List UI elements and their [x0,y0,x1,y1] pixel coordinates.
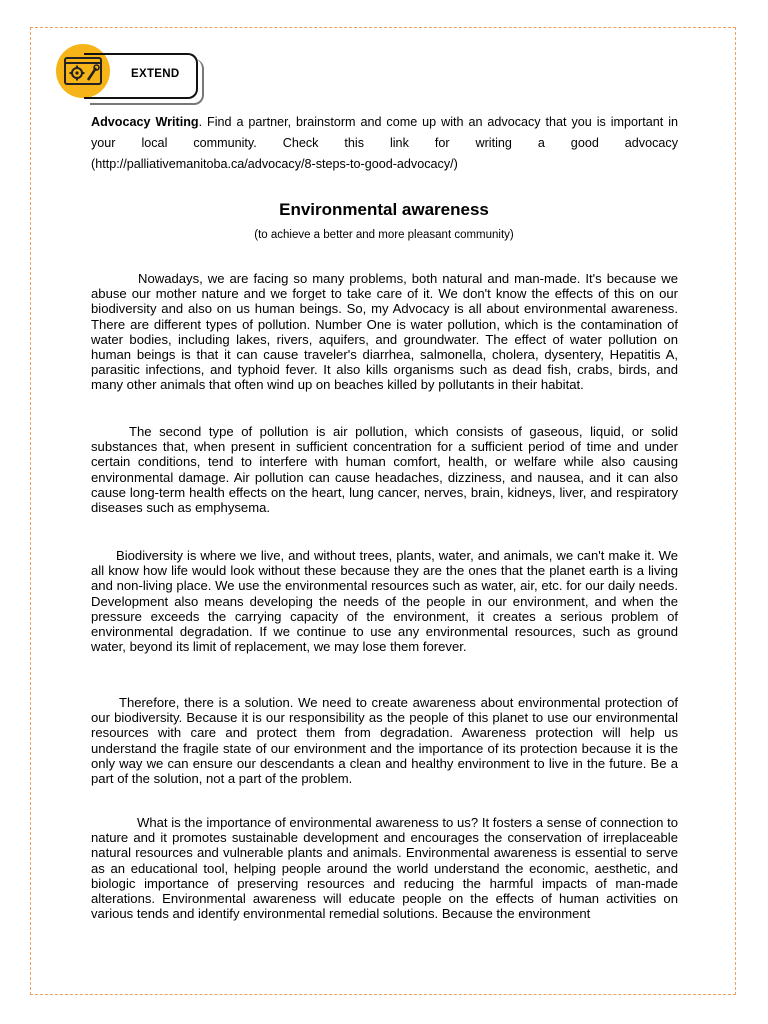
intro-instructions [91,112,678,175]
intro-lead: Advocacy Writing [91,115,199,129]
paragraph-biodiversity: Biodiversity is where we live, and without trees, plants, water, and animals, we can't make it. We all know how life would look without these because they are the ones that the planet earth is a living and non-living place. We use the environmental resources such as water, air, etc. for our daily needs. Development also means developing the needs of the people in our environment, and when the pressure exceeds the carrying capacity of the environment, it creates a serious problem of environmental degradation. If we continue to use any environmental resources, such as ground water, beyond its limit of replacement, we may lose them forever. [91,548,678,655]
paragraph-air-pollution: The second type of pollution is air pollution, which consists of gaseous, liquid, or solid substances that, when present in sufficient concentration for a sufficient period of time and under certain conditions, tend to interfere with human comfort, health, or welfare while also causing environmental damage. Air pollution can cause headaches, dizziness, and nausea, and it can also cause long-term health effects on the heart, lung cancer, nerves, brain, kidneys, liver, and respiratory diseases such as emphysema. [91,424,678,516]
extend-label: EXTEND [131,68,180,80]
paragraph-water-pollution: Nowadays, we are facing so many problems, both natural and man-made. It's because we abuse our mother nature and we forget to take care of it. We don't know the effects of this on our biodiversity and also on us human beings. So, my Advocacy is all about environmental awareness. There are different types of pollution. Number One is water pollution, which is the contamination of water bodies, including lakes, rivers, aquifers, and groundwater. The effect of water pollution on human beings is that it can cause traveler's diarrhea, salmonella, cholera, dysentery, Hepatitis A, parasitic infections, and typhoid fever. It also kills organisms such as dead fish, crabs, birds, and many other animals that often wind up on beaches killed by pollutants in their habitat. [91,271,678,393]
paragraph-solution: Therefore, there is a solution. We need to create awareness about environmental protection of our biodiversity. Because it is our responsibility as the people of this planet to use our environmental resources with care and protect them from degradation. Awareness protection will help us understand the fragile state of our environment and the importance of its protection because it is the only way we can ensure our descendants a clean and healthy environment to live in the future. Be a part of the solution, not a part of the problem. [91,695,678,787]
article-title: Environmental awareness [279,200,489,219]
intro-text: . Find a partner, brainstorm and come up with an advocacy that you is important in your local community. Check this link for writing a good advocacy (http://palliativemanitoba.ca/advocacy/8-steps-to-good-advocacy/) [91,115,678,171]
paragraph-importance: What is the importance of environmental awareness to us? It fosters a sense of connection to nature and it promotes sustainable development and encourages the conservation of irreplaceable natural resources and vulnerable plants and animals. Environmental awareness is essential to serve as an educational tool, helping people around the world understand the economic, aesthetic, and biologic importance of preserving resources and reducing the harmful impacts of man-made alterations. Environmental awareness will educate people on the effects of human activities on various tends and identify environmental remedial solutions. Because the environment [91,815,678,922]
article-subtitle: (to achieve a better and more pleasant community) [254,229,514,241]
